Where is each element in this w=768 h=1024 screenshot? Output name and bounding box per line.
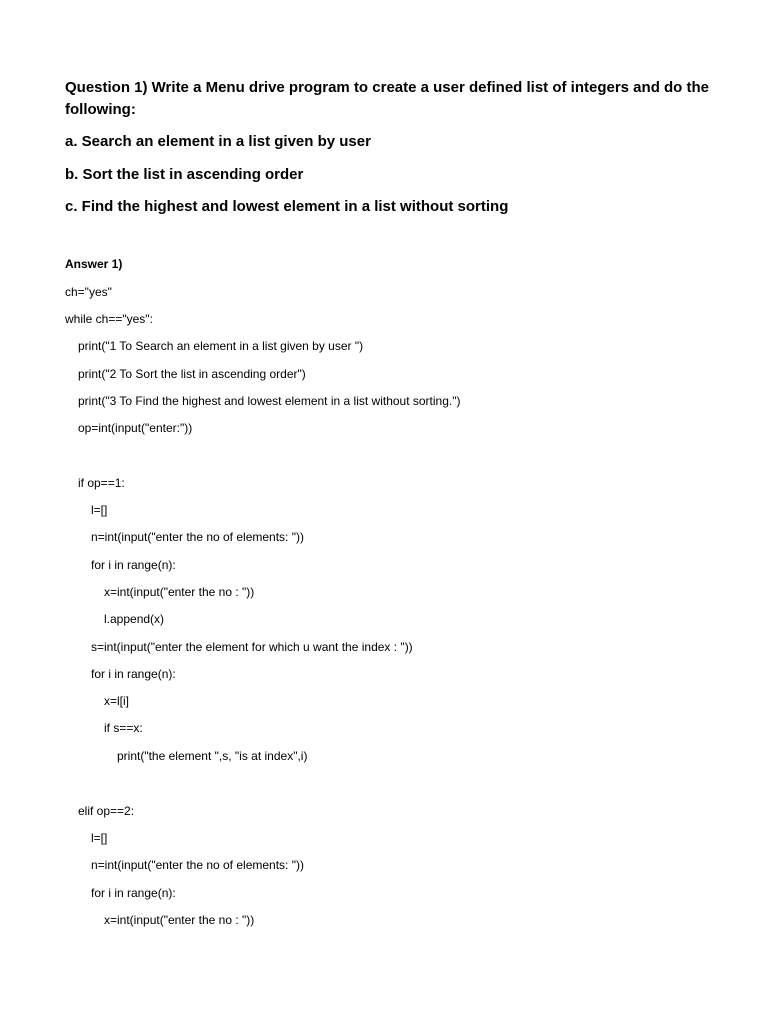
code-line: print("3 To Find the highest and lowest element in a list without sorting.") <box>78 394 461 408</box>
code-line: n=int(input("enter the no of elements: ")) <box>91 530 304 544</box>
code-line: while ch=="yes": <box>65 312 153 326</box>
code-line: x=int(input("enter the no : ")) <box>104 585 255 599</box>
code-line: x=l[i] <box>104 694 130 708</box>
question-item-a: a. Search an element in a list given by user <box>65 133 371 150</box>
code-line: op=int(input("enter:")) <box>78 421 193 435</box>
answer-title: Answer 1) <box>65 257 123 271</box>
code-line: print("the element ",s, "is at index",i) <box>117 749 308 763</box>
code-line: n=int(input("enter the no of elements: ")) <box>91 858 304 872</box>
code-line: s=int(input("enter the element for which u want the index : ")) <box>91 640 413 654</box>
question-item-c: c. Find the highest and lowest element in a list without sorting <box>65 198 509 215</box>
code-line: elif op==2: <box>78 804 135 818</box>
code-line: if op==1: <box>78 476 125 490</box>
code-line: print("1 To Search an element in a list given by user ") <box>78 339 364 353</box>
code-line: if s==x: <box>104 721 143 735</box>
code-line: x=int(input("enter the no : ")) <box>104 913 255 927</box>
code-line: for i in range(n): <box>91 886 176 900</box>
code-line: ch="yes" <box>65 285 112 299</box>
code-line: l=[] <box>91 831 108 845</box>
code-line: print("2 To Sort the list in ascending order") <box>78 367 306 381</box>
question-title: Question 1) Write a Menu drive program to create a user defined list of integers and do the following: <box>65 79 710 118</box>
code-line: for i in range(n): <box>91 558 176 572</box>
code-line: l.append(x) <box>104 612 165 626</box>
code-line: l=[] <box>91 503 108 517</box>
code-line: for i in range(n): <box>91 667 176 681</box>
question-item-b: b. Sort the list in ascending order <box>65 166 304 183</box>
